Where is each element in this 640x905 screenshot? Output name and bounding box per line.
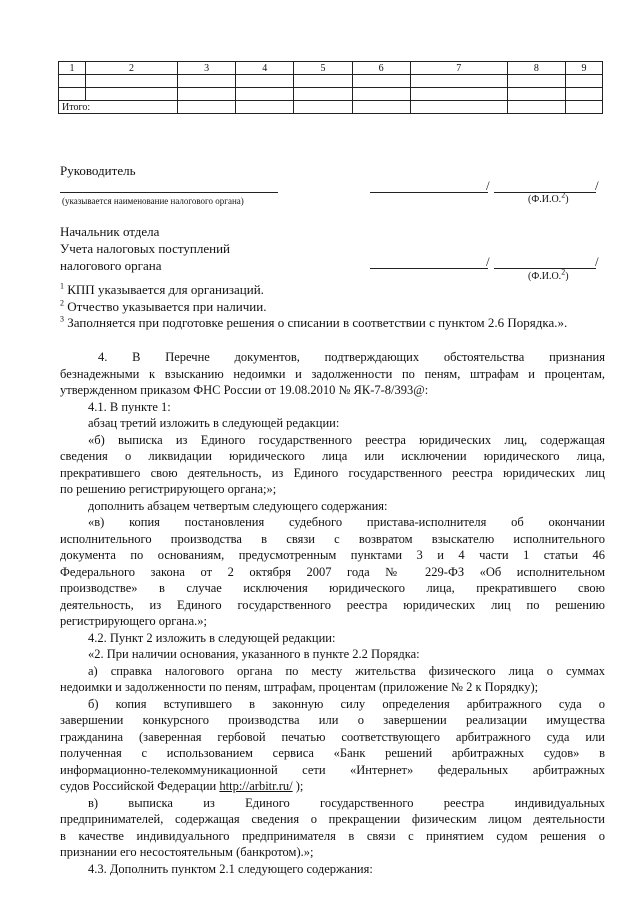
body-line: недоимки и задолженности по пеням, штрафам, процентам (приложение № 2 к Порядку); bbox=[60, 680, 539, 694]
body-line: предпринимателей, содержащая сведения о прекращении физическим лицом деятельности bbox=[60, 812, 605, 826]
body-line: признании его несостоятельным (банкротом).»; bbox=[60, 845, 314, 859]
signature-line-2 bbox=[370, 268, 488, 269]
footnote-1: $^1$ КПП указывается для организаций. bbox=[60, 281, 264, 297]
body-line: производстве» в случае исключения юридического лица, прекратившего свою bbox=[60, 581, 605, 595]
dept-line-2: Учета налоговых поступлений bbox=[60, 241, 230, 256]
body-line: абзац третий изложить в следующей редакции: bbox=[88, 416, 340, 430]
body-line: регистрирующего органа.»; bbox=[60, 614, 208, 628]
body-line: гражданина (заверенная гербовой печатью соответствующего арбитражного суда или bbox=[60, 729, 605, 744]
body-line: исполнительного производства в связи с возвратом взыскателю исполнительного bbox=[60, 531, 605, 546]
head-label: Руководитель bbox=[60, 163, 136, 178]
body-line: документа по основаниям, предусмотренным пунктами 3 и 4 части 1 статьи 46 bbox=[60, 548, 605, 562]
summary-table bbox=[58, 61, 603, 114]
body-line: информационно-телекоммуникационной сети «Интернет» федеральных арбитражных bbox=[60, 762, 605, 777]
signature-slash-2: / bbox=[486, 254, 490, 269]
body-line: б) копия вступившего в законную силу определения арбитражного суда о bbox=[88, 696, 605, 711]
table-header-row bbox=[59, 62, 603, 75]
arbitr-link[interactable]: http://arbitr.ru/ bbox=[219, 779, 293, 793]
table-header-cell: 5 bbox=[294, 62, 352, 75]
org-name-line bbox=[60, 192, 278, 193]
body-line: «в) копия постановления судебного пристава-исполнителя об окончании bbox=[88, 515, 605, 529]
table-header-cell: 9 bbox=[566, 62, 603, 75]
body-line: полученная с использованием сервиса «Банк решений арбитражных судов» в bbox=[60, 746, 605, 760]
body-line: «б) выписка из Единого государственного реестра юридических лиц, содержащая bbox=[88, 432, 605, 447]
table-header-cell: 6 bbox=[352, 62, 410, 75]
body-line: деятельность, из Единого государственного реестра юридических лиц по решению bbox=[60, 597, 605, 612]
fio-label: (Ф.И.О.$^2$) bbox=[528, 190, 569, 205]
dept-line-3: налогового органа bbox=[60, 258, 162, 273]
body-line: утвержденном приказом ФНС России от 19.08.2010 № ЯК-7-8/393@: bbox=[60, 383, 429, 397]
body-line: 4.3. Дополнить пунктом 2.1 следующего содержания: bbox=[88, 861, 373, 876]
table-header-cell: 4 bbox=[236, 62, 294, 75]
table-total-label: Итого: bbox=[59, 101, 178, 114]
signature-line bbox=[370, 192, 488, 193]
table-header-cell: 8 bbox=[507, 62, 565, 75]
table-row bbox=[59, 75, 603, 88]
body-line: по решению регистрирующего органа;»; bbox=[60, 482, 277, 496]
body-line-with-link: судов Российской Федерации http://arbitr.ru/ ); bbox=[60, 779, 304, 793]
table-header-cell: 1 bbox=[59, 62, 86, 75]
body-line: дополнить абзацем четвертым следующего содержания: bbox=[88, 498, 388, 513]
body-line: завершении конкурсного производства или о завершении реализации имущества bbox=[60, 713, 605, 727]
body-line: 4.1. В пункте 1: bbox=[88, 399, 171, 414]
body-line: прекратившего свою деятельность, из Единого государственного реестра юридических лиц bbox=[60, 465, 605, 480]
org-name-note: (указывается наименование налогового органа) bbox=[62, 196, 244, 206]
fio-line-2 bbox=[494, 268, 596, 269]
body-line: безнадежными к взысканию недоимки и задолженности по пеням, штрафам и процентам, bbox=[60, 366, 605, 381]
table-header-cell: 7 bbox=[410, 62, 507, 75]
dept-line-1: Начальник отдела bbox=[60, 224, 160, 239]
body-line: 4.2. Пункт 2 изложить в следующей редакции: bbox=[88, 630, 336, 645]
signature-slash: / bbox=[486, 178, 490, 193]
body-line: «2. При наличии основания, указанного в пункте 2.2 Порядка: bbox=[88, 647, 420, 661]
body-line: сведения о ликвидации юридического лица или исключении юридического лица, bbox=[60, 449, 605, 463]
footnote-2: $^2$ Отчество указывается при наличии. bbox=[60, 298, 267, 314]
signature-slash-end: / bbox=[595, 178, 599, 193]
body-line: 4. В Перечне документов, подтверждающих обстоятельства признания bbox=[98, 350, 605, 364]
fio-line bbox=[494, 192, 596, 193]
fio-label-2: (Ф.И.О.$^2$) bbox=[528, 267, 569, 282]
body-line: в качестве индивидуального предпринимателя в связи с принятием судом решения о bbox=[60, 828, 605, 843]
table-row bbox=[59, 88, 603, 101]
body-line: а) справка налогового органа по месту жительства физического лица о суммах bbox=[88, 663, 605, 678]
body-line: в) выписка из Единого государственного реестра индивидуальных bbox=[88, 795, 605, 810]
table-header-cell: 3 bbox=[178, 62, 236, 75]
body-line: Федерального закона от 2 октября 2007 года № 229-ФЗ «Об исполнительном bbox=[60, 564, 605, 579]
table-total-row bbox=[59, 101, 603, 114]
footnote-3: $^3$ Заполняется при подготовке решения о списании в соответствии с пунктом 2.6 Порядка.». bbox=[60, 314, 568, 330]
signature-slash-end-2: / bbox=[595, 254, 599, 269]
document-body bbox=[60, 349, 605, 877]
table-header-cell: 2 bbox=[86, 62, 178, 75]
